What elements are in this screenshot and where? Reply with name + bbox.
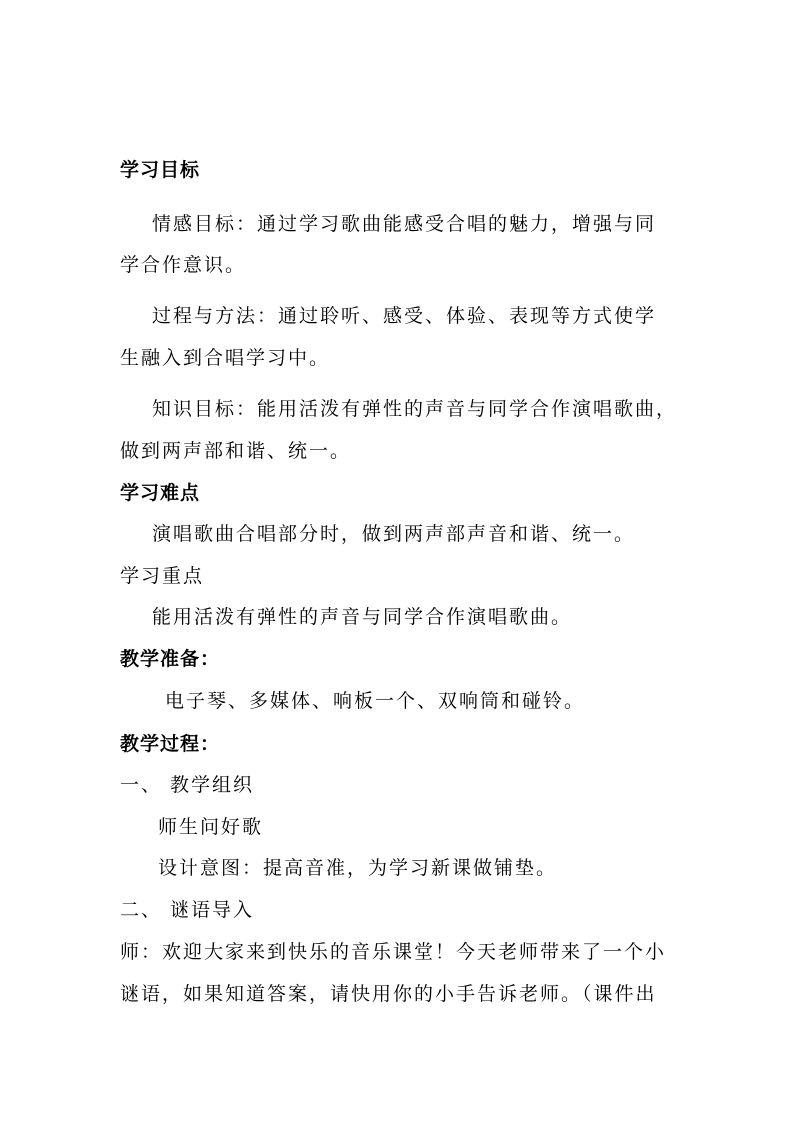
- step1-line-1: 师生问好歌: [158, 816, 264, 838]
- goal-knowledge-line-1: 知识目标：能用活泼有弹性的声音与同学合作演唱歌曲，: [152, 398, 678, 420]
- goal-process-line-2: 生融入到合唱学习中。: [120, 347, 331, 369]
- goal-process-line-1: 过程与方法：通过聆听、感受、体验、表现等方式使学: [152, 305, 657, 327]
- step1-line-2: 设计意图：提高音准，为学习新课做铺垫。: [158, 857, 558, 879]
- step1-title: 一、 教学组织: [120, 774, 255, 796]
- heading-key-points: 学习重点: [120, 565, 205, 587]
- preparation-text: 电子琴、多媒体、响板一个、双响筒和碰铃。: [165, 690, 586, 712]
- heading-teaching-process: 教学过程：: [120, 733, 221, 755]
- step2-line-1: 师：欢迎大家来到快乐的音乐课堂！今天老师带来了一个小: [120, 941, 667, 963]
- key-points-text: 能用活泼有弹性的声音与同学合作演唱歌曲。: [152, 606, 573, 628]
- step2-title: 二、 谜语导入: [120, 899, 255, 921]
- goal-emotion-line-2: 学合作意识。: [120, 254, 247, 276]
- goal-knowledge-line-2: 做到两声部和谐、统一。: [120, 440, 352, 462]
- difficulty-text: 演唱歌曲合唱部分时，做到两声部声音和谐、统一。: [152, 523, 636, 545]
- goal-emotion-line-1: 情感目标：通过学习歌曲能感受合唱的魅力，增强与同: [152, 213, 657, 235]
- step2-line-2: 谜语，如果知道答案，请快用你的小手告诉老师。（课件出: [120, 983, 657, 1005]
- heading-learning-goals: 学习目标: [120, 159, 201, 181]
- heading-preparation: 教学准备：: [120, 648, 221, 670]
- heading-difficulty: 学习难点: [120, 482, 201, 504]
